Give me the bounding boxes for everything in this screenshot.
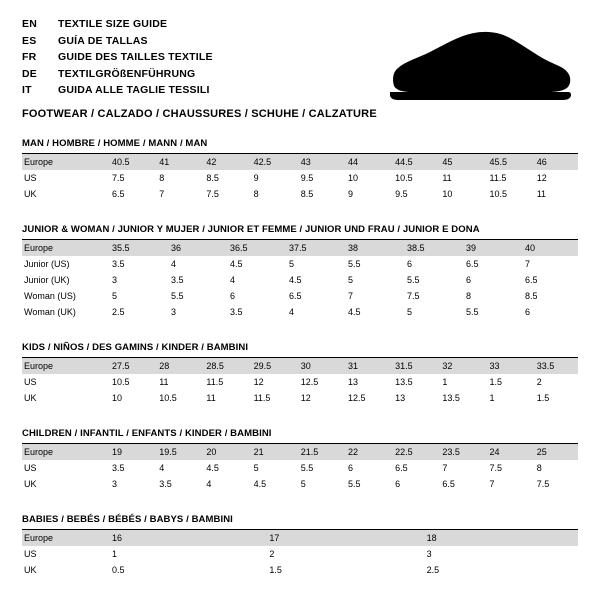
language-title: TEXTILE SIZE GUIDE [58, 18, 168, 30]
size-cell: 17 [263, 530, 420, 546]
size-cell: 40 [519, 240, 578, 256]
size-cell: 3 [426, 549, 432, 559]
size-cell: 1 [442, 377, 448, 387]
size-cell: 8.5 [206, 173, 219, 183]
row-label: US [24, 463, 37, 473]
size-cell: 5 [253, 463, 259, 473]
size-cell: 3.5 [171, 275, 184, 285]
table-row [22, 170, 578, 186]
size-table [22, 530, 578, 578]
size-cell: 11 [159, 377, 169, 387]
row-label: US [24, 173, 37, 183]
size-cell: 7 [348, 291, 354, 301]
size-cell: 6 [347, 463, 353, 473]
size-cell: 7.5 [407, 291, 420, 301]
row-label: Woman (US) [24, 291, 76, 301]
size-table [22, 444, 578, 492]
size-cell: 12.5 [300, 377, 319, 387]
row-label: Europe [22, 444, 106, 460]
size-cell: 21.5 [295, 444, 342, 460]
size-cell: 9 [253, 173, 259, 183]
size-table [22, 358, 578, 406]
size-cell: 5.5 [407, 275, 420, 285]
size-cell: 10.5 [112, 377, 130, 387]
size-cell: 11 [442, 173, 452, 183]
size-cell: 6.5 [289, 291, 302, 301]
size-cell: 41 [153, 154, 200, 170]
size-cell: 39 [460, 240, 519, 256]
size-cell: 4.5 [289, 275, 302, 285]
size-cell: 37.5 [283, 240, 342, 256]
size-cell: 4 [171, 259, 177, 269]
size-section [22, 428, 578, 492]
section-title: CHILDREN / INFANTIL / ENFANTS / KINDER / BAMBINI [22, 428, 578, 444]
row-label: UK [24, 393, 37, 403]
size-cell: 6 [395, 479, 401, 489]
size-cell: 45 [436, 154, 483, 170]
table-row [22, 186, 578, 202]
language-code: EN [22, 18, 37, 30]
size-cell: 7.5 [112, 173, 125, 183]
row-label: US [24, 549, 37, 559]
size-cell: 33.5 [531, 358, 578, 374]
size-cell: 27.5 [106, 358, 153, 374]
size-cell: 4 [289, 307, 295, 317]
language-title: GUIDA ALLE TAGLIE TESSILI [58, 84, 210, 96]
size-cell: 11.5 [253, 393, 271, 403]
size-cell: 8 [159, 173, 165, 183]
footwear-category-title: FOOTWEAR / CALZADO / CHAUSSURES / SCHUHE / CALZATURE [22, 107, 377, 120]
size-cell: 3.5 [112, 259, 125, 269]
table-row [22, 272, 578, 288]
size-cell: 35.5 [106, 240, 165, 256]
language-row [22, 49, 213, 66]
size-cell: 32 [436, 358, 483, 374]
size-cell: 5.5 [300, 463, 314, 473]
size-cell: 3.5 [230, 307, 243, 317]
size-cell: 6.5 [395, 463, 408, 473]
size-cell: 7 [159, 189, 165, 199]
size-cell: 40.5 [106, 154, 153, 170]
size-cell: 1.5 [269, 565, 282, 575]
size-cell: 13.5 [442, 393, 460, 403]
size-cell: 19.5 [153, 444, 200, 460]
table-row [22, 390, 578, 406]
size-cell: 3 [112, 479, 118, 489]
size-cell: 8 [536, 463, 542, 473]
size-cell: 45.5 [484, 154, 531, 170]
size-section [22, 224, 578, 320]
document-header [22, 16, 578, 120]
size-cell: 20 [200, 444, 247, 460]
size-table [22, 154, 578, 202]
row-label: UK [24, 479, 37, 489]
size-cell: 10.5 [489, 189, 508, 199]
size-cell: 13 [395, 393, 406, 403]
language-title-list [22, 16, 213, 99]
section-title: KIDS / NIÑOS / DES GAMINS / KINDER / BAMBINI [22, 342, 578, 358]
size-cell: 6 [466, 275, 472, 285]
size-cell: 7.5 [536, 479, 550, 489]
size-cell: 11.5 [206, 377, 224, 387]
size-cell: 1 [112, 549, 118, 559]
size-cell: 3.5 [159, 479, 172, 489]
size-cell: 10.5 [395, 173, 413, 183]
language-code: ES [22, 34, 37, 47]
size-cell: 9.5 [395, 189, 408, 199]
row-label: Europe [22, 530, 106, 546]
size-cell: 4 [206, 479, 212, 489]
language-title: TEXTILGRÖßENFÜHRUNG [58, 67, 196, 80]
size-cell: 5.5 [466, 307, 479, 317]
size-cell: 5.5 [348, 259, 361, 269]
size-cell: 23.5 [436, 444, 483, 460]
size-sections [22, 138, 578, 578]
size-cell: 5 [407, 307, 413, 317]
size-cell: 6.5 [466, 259, 479, 269]
language-row [22, 66, 213, 83]
size-cell: 19 [106, 444, 153, 460]
size-cell: 2 [269, 549, 275, 559]
size-cell: 10 [112, 393, 123, 403]
size-cell: 4 [159, 463, 165, 473]
language-code: IT [22, 84, 32, 96]
language-row [22, 16, 213, 33]
size-cell: 6.5 [525, 275, 538, 285]
table-row [22, 444, 578, 460]
size-cell: 38.5 [401, 240, 460, 256]
table-row [22, 288, 578, 304]
size-cell: 31 [342, 358, 389, 374]
size-cell: 4.5 [253, 479, 267, 489]
size-cell: 5 [289, 259, 295, 269]
size-cell: 36.5 [224, 240, 283, 256]
language-title: GUÍA DE TALLAS [58, 34, 148, 47]
size-cell: 6 [407, 259, 413, 269]
size-cell: 7.5 [206, 189, 219, 199]
row-label: Europe [22, 154, 106, 170]
language-row [22, 82, 213, 99]
size-cell: 2 [536, 377, 542, 387]
size-cell: 28.5 [200, 358, 247, 374]
size-cell: 7 [489, 479, 495, 489]
size-cell: 42 [200, 154, 247, 170]
size-cell: 44 [342, 154, 389, 170]
table-row [22, 546, 578, 562]
size-cell: 6 [230, 291, 236, 301]
size-cell: 43 [295, 154, 342, 170]
table-row [22, 460, 578, 476]
language-title: GUIDE DES TAILLES TEXTILE [58, 51, 213, 63]
row-label: Woman (UK) [24, 307, 76, 317]
size-cell: 22.5 [389, 444, 436, 460]
size-cell: 33 [484, 358, 531, 374]
size-cell: 18 [421, 530, 578, 546]
size-cell: 9.5 [300, 173, 314, 183]
section-title: BABIES / BEBÉS / BÉBÉS / BABYS / BAMBINI [22, 514, 578, 530]
size-cell: 3 [171, 307, 177, 317]
row-label: Europe [22, 240, 106, 256]
size-cell: 31.5 [389, 358, 436, 374]
size-cell: 30 [295, 358, 342, 374]
size-cell: 7.5 [489, 463, 503, 473]
language-row [22, 33, 213, 50]
size-cell: 1.5 [489, 377, 503, 387]
size-cell: 11.5 [489, 173, 507, 183]
size-cell: 12 [300, 393, 311, 403]
size-cell: 22 [342, 444, 389, 460]
size-cell: 5 [300, 479, 306, 489]
size-cell: 10 [347, 173, 358, 183]
size-cell: 8.5 [300, 189, 314, 199]
size-cell: 12 [536, 173, 547, 183]
row-label: Junior (US) [24, 259, 70, 269]
size-cell: 38 [342, 240, 401, 256]
size-cell: 25 [531, 444, 578, 460]
table-row [22, 530, 578, 546]
size-cell: 16 [106, 530, 263, 546]
size-cell: 5.5 [347, 479, 361, 489]
section-title: JUNIOR & WOMAN / JUNIOR Y MUJER / JUNIOR ET FEMME / JUNIOR UND FRAU / JUNIOR E DONA [22, 224, 578, 240]
size-section [22, 342, 578, 406]
size-cell: 6 [525, 307, 531, 317]
language-code: FR [22, 51, 37, 63]
size-cell: 29.5 [248, 358, 295, 374]
size-cell: 8 [253, 189, 259, 199]
size-cell: 24 [484, 444, 531, 460]
size-cell: 2.5 [112, 307, 125, 317]
size-cell: 11 [206, 393, 216, 403]
row-label: Europe [22, 358, 106, 374]
size-section [22, 138, 578, 202]
size-cell: 12 [253, 377, 264, 387]
size-cell: 7 [525, 259, 531, 269]
size-cell: 7 [442, 463, 448, 473]
size-cell: 42.5 [248, 154, 295, 170]
size-cell: 36 [165, 240, 224, 256]
size-cell: 8 [466, 291, 472, 301]
size-cell: 0.5 [112, 565, 125, 575]
row-label: US [24, 377, 37, 387]
size-cell: 44.5 [389, 154, 436, 170]
row-label: UK [24, 189, 37, 199]
size-cell: 4 [230, 275, 236, 285]
row-label: Junior (UK) [24, 275, 70, 285]
size-cell: 1.5 [536, 393, 550, 403]
size-cell: 5 [112, 291, 118, 301]
size-cell: 8.5 [525, 291, 538, 301]
size-cell: 13 [347, 377, 358, 387]
table-row [22, 374, 578, 390]
size-cell: 6.5 [442, 479, 455, 489]
size-cell: 4.5 [206, 463, 219, 473]
size-table [22, 240, 578, 320]
size-cell: 9 [347, 189, 353, 199]
section-title: MAN / HOMBRE / HOMME / MANN / MAN [22, 138, 578, 154]
table-row [22, 154, 578, 170]
row-label: UK [24, 565, 37, 575]
size-cell: 3 [112, 275, 118, 285]
table-row [22, 304, 578, 320]
size-cell: 10.5 [159, 393, 177, 403]
size-cell: 28 [153, 358, 200, 374]
size-cell: 1 [489, 393, 495, 403]
size-cell: 46 [531, 154, 578, 170]
dress-shoe-icon [382, 30, 572, 107]
size-cell: 5.5 [171, 291, 184, 301]
table-row [22, 358, 578, 374]
size-cell: 13.5 [395, 377, 413, 387]
size-cell: 3.5 [112, 463, 125, 473]
table-row [22, 562, 578, 578]
size-cell: 11 [536, 189, 547, 199]
table-row [22, 476, 578, 492]
size-cell: 4.5 [348, 307, 361, 317]
size-cell: 12.5 [347, 393, 366, 403]
size-cell: 21 [248, 444, 295, 460]
size-cell: 2.5 [426, 565, 440, 575]
table-row [22, 256, 578, 272]
size-cell: 10 [442, 189, 453, 199]
size-cell: 4.5 [230, 259, 243, 269]
language-code: DE [22, 67, 37, 80]
size-cell: 5 [348, 275, 354, 285]
size-section [22, 514, 578, 578]
size-cell: 6.5 [112, 189, 125, 199]
table-row [22, 240, 578, 256]
